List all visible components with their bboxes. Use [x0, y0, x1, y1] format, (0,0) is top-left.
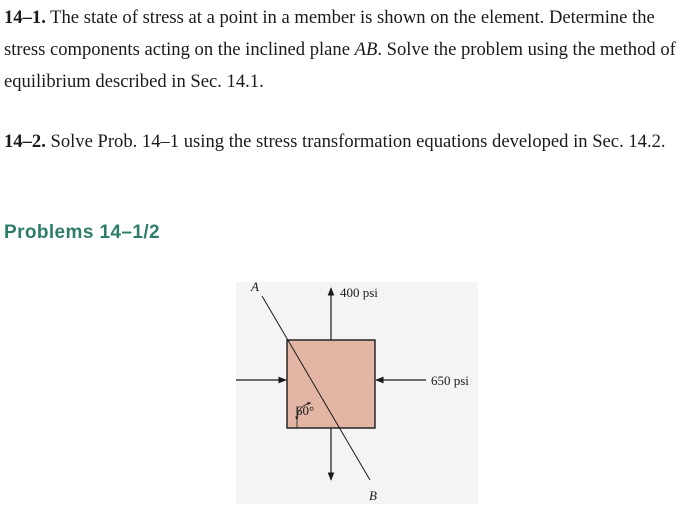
vertical-stress-label: 400 psi [340, 285, 378, 300]
horizontal-stress-label: 650 psi [431, 373, 469, 388]
problem-14-1-text [4, 2, 694, 98]
problem-14-2-body: Solve Prob. 14–1 using the stress transformation equations developed in Sec. 14.2. [45, 131, 666, 152]
problem-14-1-body-b: . Solve the problem using the method of equilibrium described in Sec. 14.1. [4, 39, 676, 92]
label-b: B [369, 488, 377, 503]
problem-14-2-text [4, 126, 694, 158]
angle-label: 60° [296, 403, 315, 418]
problem-14-1-body-a: The state of stress at a point in a member is shown on the element. Determine the stress components acting on the inclined plane [4, 7, 655, 60]
stress-element-diagram [236, 279, 478, 504]
problems-heading: Problems 14–1/2 [4, 222, 160, 243]
plane-ab-label: AB [354, 39, 378, 60]
label-a: A [251, 279, 259, 294]
problem-14-2-number: 14–2. [4, 131, 46, 152]
stress-element-figure [236, 279, 478, 504]
problem-14-1-number: 14–1. [4, 7, 46, 28]
